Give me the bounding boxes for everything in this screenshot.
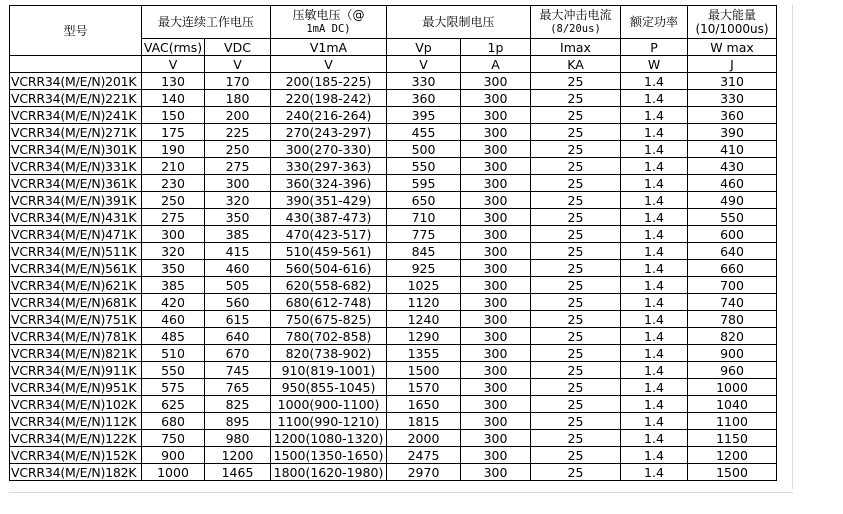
cell-wmax: 960 — [688, 362, 777, 379]
table-row — [10, 430, 777, 447]
cell-model: VCRR34(M/E/N)122K — [10, 430, 142, 447]
cell-wmax: 1100 — [688, 413, 777, 430]
cell-vp: 1025 — [387, 277, 461, 294]
cell-vdc: 745 — [205, 362, 271, 379]
unit-vac: V — [142, 56, 205, 73]
cell-model: VCRR34(M/E/N)391K — [10, 192, 142, 209]
cell-v1ma: 950(855-1045) — [271, 379, 387, 396]
cell-vp: 500 — [387, 141, 461, 158]
table-row — [10, 311, 777, 328]
unit-wmax: J — [688, 56, 777, 73]
cell-wmax: 780 — [688, 311, 777, 328]
header-max-energy-line1: 最大能量 — [707, 8, 756, 22]
cell-vp: 2475 — [387, 447, 461, 464]
table-row — [10, 226, 777, 243]
cell-ip: 300 — [461, 73, 531, 90]
cell-p: 1.4 — [621, 430, 688, 447]
cell-wmax: 490 — [688, 192, 777, 209]
cell-v1ma: 470(423-517) — [271, 226, 387, 243]
table-row — [10, 396, 777, 413]
cell-imax: 25 — [531, 260, 621, 277]
cell-vac: 750 — [142, 430, 205, 447]
cell-imax: 25 — [531, 226, 621, 243]
table-row — [10, 175, 777, 192]
spec-table-container — [9, 5, 777, 481]
cell-model: VCRR34(M/E/N)331K — [10, 158, 142, 175]
cell-model: VCRR34(M/E/N)271K — [10, 124, 142, 141]
cell-model: VCRR34(M/E/N)511K — [10, 243, 142, 260]
cell-model: VCRR34(M/E/N)361K — [10, 175, 142, 192]
cell-imax: 25 — [531, 73, 621, 90]
cell-ip: 300 — [461, 362, 531, 379]
cell-imax: 25 — [531, 447, 621, 464]
table-row — [10, 124, 777, 141]
cell-v1ma: 430(387-473) — [271, 209, 387, 226]
table-row — [10, 294, 777, 311]
cell-vp: 710 — [387, 209, 461, 226]
cell-imax: 25 — [531, 124, 621, 141]
cell-vdc: 200 — [205, 107, 271, 124]
cell-vac: 140 — [142, 90, 205, 107]
cell-ip: 300 — [461, 345, 531, 362]
cell-vac: 150 — [142, 107, 205, 124]
cell-v1ma: 300(270-330) — [271, 141, 387, 158]
cell-vdc: 350 — [205, 209, 271, 226]
unit-p: W — [621, 56, 688, 73]
unit-model-blank — [10, 56, 142, 73]
cell-v1ma: 510(459-561) — [271, 243, 387, 260]
table-row — [10, 277, 777, 294]
cell-v1ma: 330(297-363) — [271, 158, 387, 175]
cell-vac: 130 — [142, 73, 205, 90]
cell-wmax: 360 — [688, 107, 777, 124]
table-row — [10, 447, 777, 464]
cell-v1ma: 240(216-264) — [271, 107, 387, 124]
cell-vdc: 1465 — [205, 464, 271, 481]
cell-vac: 250 — [142, 192, 205, 209]
cell-vdc: 300 — [205, 175, 271, 192]
cell-wmax: 410 — [688, 141, 777, 158]
cell-imax: 25 — [531, 396, 621, 413]
cell-vdc: 560 — [205, 294, 271, 311]
cell-model: VCRR34(M/E/N)201K — [10, 73, 142, 90]
cell-ip: 300 — [461, 277, 531, 294]
cell-vac: 385 — [142, 277, 205, 294]
cell-vdc: 615 — [205, 311, 271, 328]
cell-v1ma: 390(351-429) — [271, 192, 387, 209]
cell-vac: 175 — [142, 124, 205, 141]
cell-p: 1.4 — [621, 141, 688, 158]
cell-vp: 1500 — [387, 362, 461, 379]
cell-wmax: 1150 — [688, 430, 777, 447]
cell-imax: 25 — [531, 362, 621, 379]
cell-ip: 300 — [461, 430, 531, 447]
cell-vp: 845 — [387, 243, 461, 260]
cell-ip: 300 — [461, 226, 531, 243]
cell-imax: 25 — [531, 141, 621, 158]
cell-model: VCRR34(M/E/N)301K — [10, 141, 142, 158]
cell-vp: 595 — [387, 175, 461, 192]
header-max-surge-current-line2: (8/20us) — [550, 23, 601, 35]
cell-model: VCRR34(M/E/N)821K — [10, 345, 142, 362]
cell-ip: 300 — [461, 447, 531, 464]
header-varistor-voltage — [271, 6, 387, 39]
table-row — [10, 260, 777, 277]
table-body — [10, 6, 777, 481]
cell-p: 1.4 — [621, 192, 688, 209]
cell-model: VCRR34(M/E/N)911K — [10, 362, 142, 379]
cell-vac: 510 — [142, 345, 205, 362]
cell-vdc: 825 — [205, 396, 271, 413]
cell-vac: 1000 — [142, 464, 205, 481]
cell-wmax: 460 — [688, 175, 777, 192]
cell-vdc: 670 — [205, 345, 271, 362]
cell-imax: 25 — [531, 158, 621, 175]
table-row — [10, 379, 777, 396]
header-varistor-voltage-line2: 1mA DC) — [306, 23, 351, 35]
cell-imax: 25 — [531, 209, 621, 226]
cell-vp: 1290 — [387, 328, 461, 345]
subheader-vp: Vp — [387, 39, 461, 56]
cell-v1ma: 220(198-242) — [271, 90, 387, 107]
cell-wmax: 1040 — [688, 396, 777, 413]
cell-imax: 25 — [531, 294, 621, 311]
header-max-energy — [688, 6, 777, 39]
header-max-surge-current — [531, 6, 621, 39]
table-row — [10, 243, 777, 260]
cell-vp: 330 — [387, 73, 461, 90]
cell-ip: 300 — [461, 124, 531, 141]
cell-ip: 300 — [461, 311, 531, 328]
cell-imax: 25 — [531, 379, 621, 396]
cell-p: 1.4 — [621, 226, 688, 243]
cell-vac: 680 — [142, 413, 205, 430]
cell-p: 1.4 — [621, 124, 688, 141]
subheader-vac: VAC(rms) — [142, 39, 205, 56]
cell-model: VCRR34(M/E/N)152K — [10, 447, 142, 464]
cell-model: VCRR34(M/E/N)951K — [10, 379, 142, 396]
cell-wmax: 390 — [688, 124, 777, 141]
cell-wmax: 700 — [688, 277, 777, 294]
cell-vp: 550 — [387, 158, 461, 175]
cell-v1ma: 750(675-825) — [271, 311, 387, 328]
cell-wmax: 430 — [688, 158, 777, 175]
cell-vp: 1120 — [387, 294, 461, 311]
table-row — [10, 362, 777, 379]
cell-vac: 210 — [142, 158, 205, 175]
cell-p: 1.4 — [621, 379, 688, 396]
header-row-1 — [10, 6, 777, 39]
header-units-row — [10, 56, 777, 73]
cell-wmax: 900 — [688, 345, 777, 362]
table-row — [10, 141, 777, 158]
cell-ip: 300 — [461, 464, 531, 481]
cell-wmax: 1500 — [688, 464, 777, 481]
cell-v1ma: 910(819-1001) — [271, 362, 387, 379]
cell-ip: 300 — [461, 413, 531, 430]
cell-vdc: 275 — [205, 158, 271, 175]
cell-v1ma: 270(243-297) — [271, 124, 387, 141]
cell-ip: 300 — [461, 141, 531, 158]
cell-model: VCRR34(M/E/N)681K — [10, 294, 142, 311]
cell-vac: 190 — [142, 141, 205, 158]
cell-vac: 420 — [142, 294, 205, 311]
cell-vdc: 895 — [205, 413, 271, 430]
cell-v1ma: 1500(1350-1650) — [271, 447, 387, 464]
subheader-wmax: W max — [688, 39, 777, 56]
cell-wmax: 740 — [688, 294, 777, 311]
cell-model: VCRR34(M/E/N)221K — [10, 90, 142, 107]
cell-p: 1.4 — [621, 328, 688, 345]
cell-vp: 395 — [387, 107, 461, 124]
sheet-gridline-bottom — [9, 492, 793, 493]
cell-v1ma: 200(185-225) — [271, 73, 387, 90]
unit-ip: A — [461, 56, 531, 73]
cell-ip: 300 — [461, 243, 531, 260]
cell-vp: 1240 — [387, 311, 461, 328]
cell-vac: 575 — [142, 379, 205, 396]
header-model: 型号 — [10, 6, 142, 56]
cell-vdc: 460 — [205, 260, 271, 277]
varistor-spec-table — [9, 5, 777, 481]
cell-p: 1.4 — [621, 294, 688, 311]
cell-vp: 360 — [387, 90, 461, 107]
cell-vac: 485 — [142, 328, 205, 345]
header-rated-power: 额定功率 — [621, 6, 688, 39]
table-row — [10, 328, 777, 345]
cell-vdc: 640 — [205, 328, 271, 345]
cell-ip: 300 — [461, 175, 531, 192]
cell-model: VCRR34(M/E/N)241K — [10, 107, 142, 124]
sheet-gridline-right — [792, 5, 793, 489]
cell-model: VCRR34(M/E/N)102K — [10, 396, 142, 413]
cell-vac: 300 — [142, 226, 205, 243]
cell-v1ma: 680(612-748) — [271, 294, 387, 311]
cell-v1ma: 1800(1620-1980) — [271, 464, 387, 481]
cell-vp: 1815 — [387, 413, 461, 430]
cell-vdc: 385 — [205, 226, 271, 243]
cell-ip: 300 — [461, 294, 531, 311]
cell-imax: 25 — [531, 107, 621, 124]
cell-p: 1.4 — [621, 209, 688, 226]
cell-wmax: 640 — [688, 243, 777, 260]
cell-vac: 550 — [142, 362, 205, 379]
cell-ip: 300 — [461, 158, 531, 175]
cell-v1ma: 360(324-396) — [271, 175, 387, 192]
cell-imax: 25 — [531, 192, 621, 209]
cell-model: VCRR34(M/E/N)431K — [10, 209, 142, 226]
cell-vac: 230 — [142, 175, 205, 192]
cell-ip: 300 — [461, 379, 531, 396]
cell-wmax: 1000 — [688, 379, 777, 396]
cell-imax: 25 — [531, 430, 621, 447]
cell-v1ma: 560(504-616) — [271, 260, 387, 277]
cell-p: 1.4 — [621, 345, 688, 362]
table-row — [10, 107, 777, 124]
cell-wmax: 600 — [688, 226, 777, 243]
unit-vdc: V — [205, 56, 271, 73]
cell-wmax: 660 — [688, 260, 777, 277]
table-row — [10, 345, 777, 362]
cell-ip: 300 — [461, 90, 531, 107]
cell-p: 1.4 — [621, 413, 688, 430]
header-max-clamping-voltage: 最大限制电压 — [387, 6, 531, 39]
cell-v1ma: 820(738-902) — [271, 345, 387, 362]
table-row — [10, 464, 777, 481]
cell-vac: 320 — [142, 243, 205, 260]
cell-imax: 25 — [531, 413, 621, 430]
cell-vp: 925 — [387, 260, 461, 277]
cell-vdc: 980 — [205, 430, 271, 447]
subheader-imax: Imax — [531, 39, 621, 56]
cell-p: 1.4 — [621, 90, 688, 107]
cell-model: VCRR34(M/E/N)751K — [10, 311, 142, 328]
cell-vdc: 170 — [205, 73, 271, 90]
cell-wmax: 550 — [688, 209, 777, 226]
cell-vdc: 320 — [205, 192, 271, 209]
cell-imax: 25 — [531, 464, 621, 481]
cell-v1ma: 1100(990-1210) — [271, 413, 387, 430]
cell-imax: 25 — [531, 311, 621, 328]
cell-model: VCRR34(M/E/N)471K — [10, 226, 142, 243]
cell-p: 1.4 — [621, 277, 688, 294]
cell-v1ma: 1000(900-1100) — [271, 396, 387, 413]
cell-vdc: 180 — [205, 90, 271, 107]
cell-model: VCRR34(M/E/N)561K — [10, 260, 142, 277]
cell-vp: 775 — [387, 226, 461, 243]
table-row — [10, 158, 777, 175]
cell-p: 1.4 — [621, 396, 688, 413]
table-row — [10, 192, 777, 209]
cell-p: 1.4 — [621, 158, 688, 175]
cell-vdc: 250 — [205, 141, 271, 158]
cell-imax: 25 — [531, 277, 621, 294]
cell-vac: 900 — [142, 447, 205, 464]
cell-vp: 2970 — [387, 464, 461, 481]
cell-model: VCRR34(M/E/N)112K — [10, 413, 142, 430]
subheader-v1ma: V1mA — [271, 39, 387, 56]
header-max-energy-line2: (10/1000us) — [695, 22, 769, 36]
cell-ip: 300 — [461, 328, 531, 345]
cell-wmax: 310 — [688, 73, 777, 90]
cell-imax: 25 — [531, 328, 621, 345]
cell-vp: 1650 — [387, 396, 461, 413]
cell-p: 1.4 — [621, 107, 688, 124]
cell-vdc: 1200 — [205, 447, 271, 464]
cell-imax: 25 — [531, 90, 621, 107]
header-varistor-voltage-line1: 压敏电压（@ — [292, 8, 365, 22]
cell-ip: 300 — [461, 396, 531, 413]
cell-vp: 2000 — [387, 430, 461, 447]
cell-imax: 25 — [531, 175, 621, 192]
cell-vp: 650 — [387, 192, 461, 209]
cell-vp: 1570 — [387, 379, 461, 396]
cell-v1ma: 1200(1080-1320) — [271, 430, 387, 447]
unit-imax: KA — [531, 56, 621, 73]
cell-vac: 625 — [142, 396, 205, 413]
cell-vdc: 225 — [205, 124, 271, 141]
subheader-p: P — [621, 39, 688, 56]
cell-ip: 300 — [461, 192, 531, 209]
cell-p: 1.4 — [621, 447, 688, 464]
cell-v1ma: 620(558-682) — [271, 277, 387, 294]
cell-p: 1.4 — [621, 73, 688, 90]
table-row — [10, 413, 777, 430]
header-max-surge-current-line1: 最大冲击电流 — [539, 8, 612, 22]
cell-ip: 300 — [461, 209, 531, 226]
cell-p: 1.4 — [621, 362, 688, 379]
cell-model: VCRR34(M/E/N)781K — [10, 328, 142, 345]
cell-ip: 300 — [461, 107, 531, 124]
table-row — [10, 73, 777, 90]
cell-p: 1.4 — [621, 260, 688, 277]
cell-wmax: 1200 — [688, 447, 777, 464]
cell-model: VCRR34(M/E/N)182K — [10, 464, 142, 481]
cell-imax: 25 — [531, 345, 621, 362]
cell-vdc: 415 — [205, 243, 271, 260]
header-max-continuous-voltage: 最大连续工作电压 — [142, 6, 271, 39]
cell-p: 1.4 — [621, 243, 688, 260]
subheader-vdc: VDC — [205, 39, 271, 56]
cell-vdc: 505 — [205, 277, 271, 294]
cell-vp: 455 — [387, 124, 461, 141]
unit-v1ma: V — [271, 56, 387, 73]
cell-vac: 275 — [142, 209, 205, 226]
unit-vp: V — [387, 56, 461, 73]
cell-wmax: 330 — [688, 90, 777, 107]
cell-p: 1.4 — [621, 311, 688, 328]
cell-vac: 350 — [142, 260, 205, 277]
cell-vp: 1355 — [387, 345, 461, 362]
table-row — [10, 209, 777, 226]
cell-p: 1.4 — [621, 175, 688, 192]
cell-vdc: 765 — [205, 379, 271, 396]
cell-model: VCRR34(M/E/N)621K — [10, 277, 142, 294]
cell-wmax: 820 — [688, 328, 777, 345]
cell-p: 1.4 — [621, 464, 688, 481]
subheader-ip: 1p — [461, 39, 531, 56]
cell-vac: 460 — [142, 311, 205, 328]
cell-imax: 25 — [531, 243, 621, 260]
cell-ip: 300 — [461, 260, 531, 277]
table-row — [10, 90, 777, 107]
cell-v1ma: 780(702-858) — [271, 328, 387, 345]
